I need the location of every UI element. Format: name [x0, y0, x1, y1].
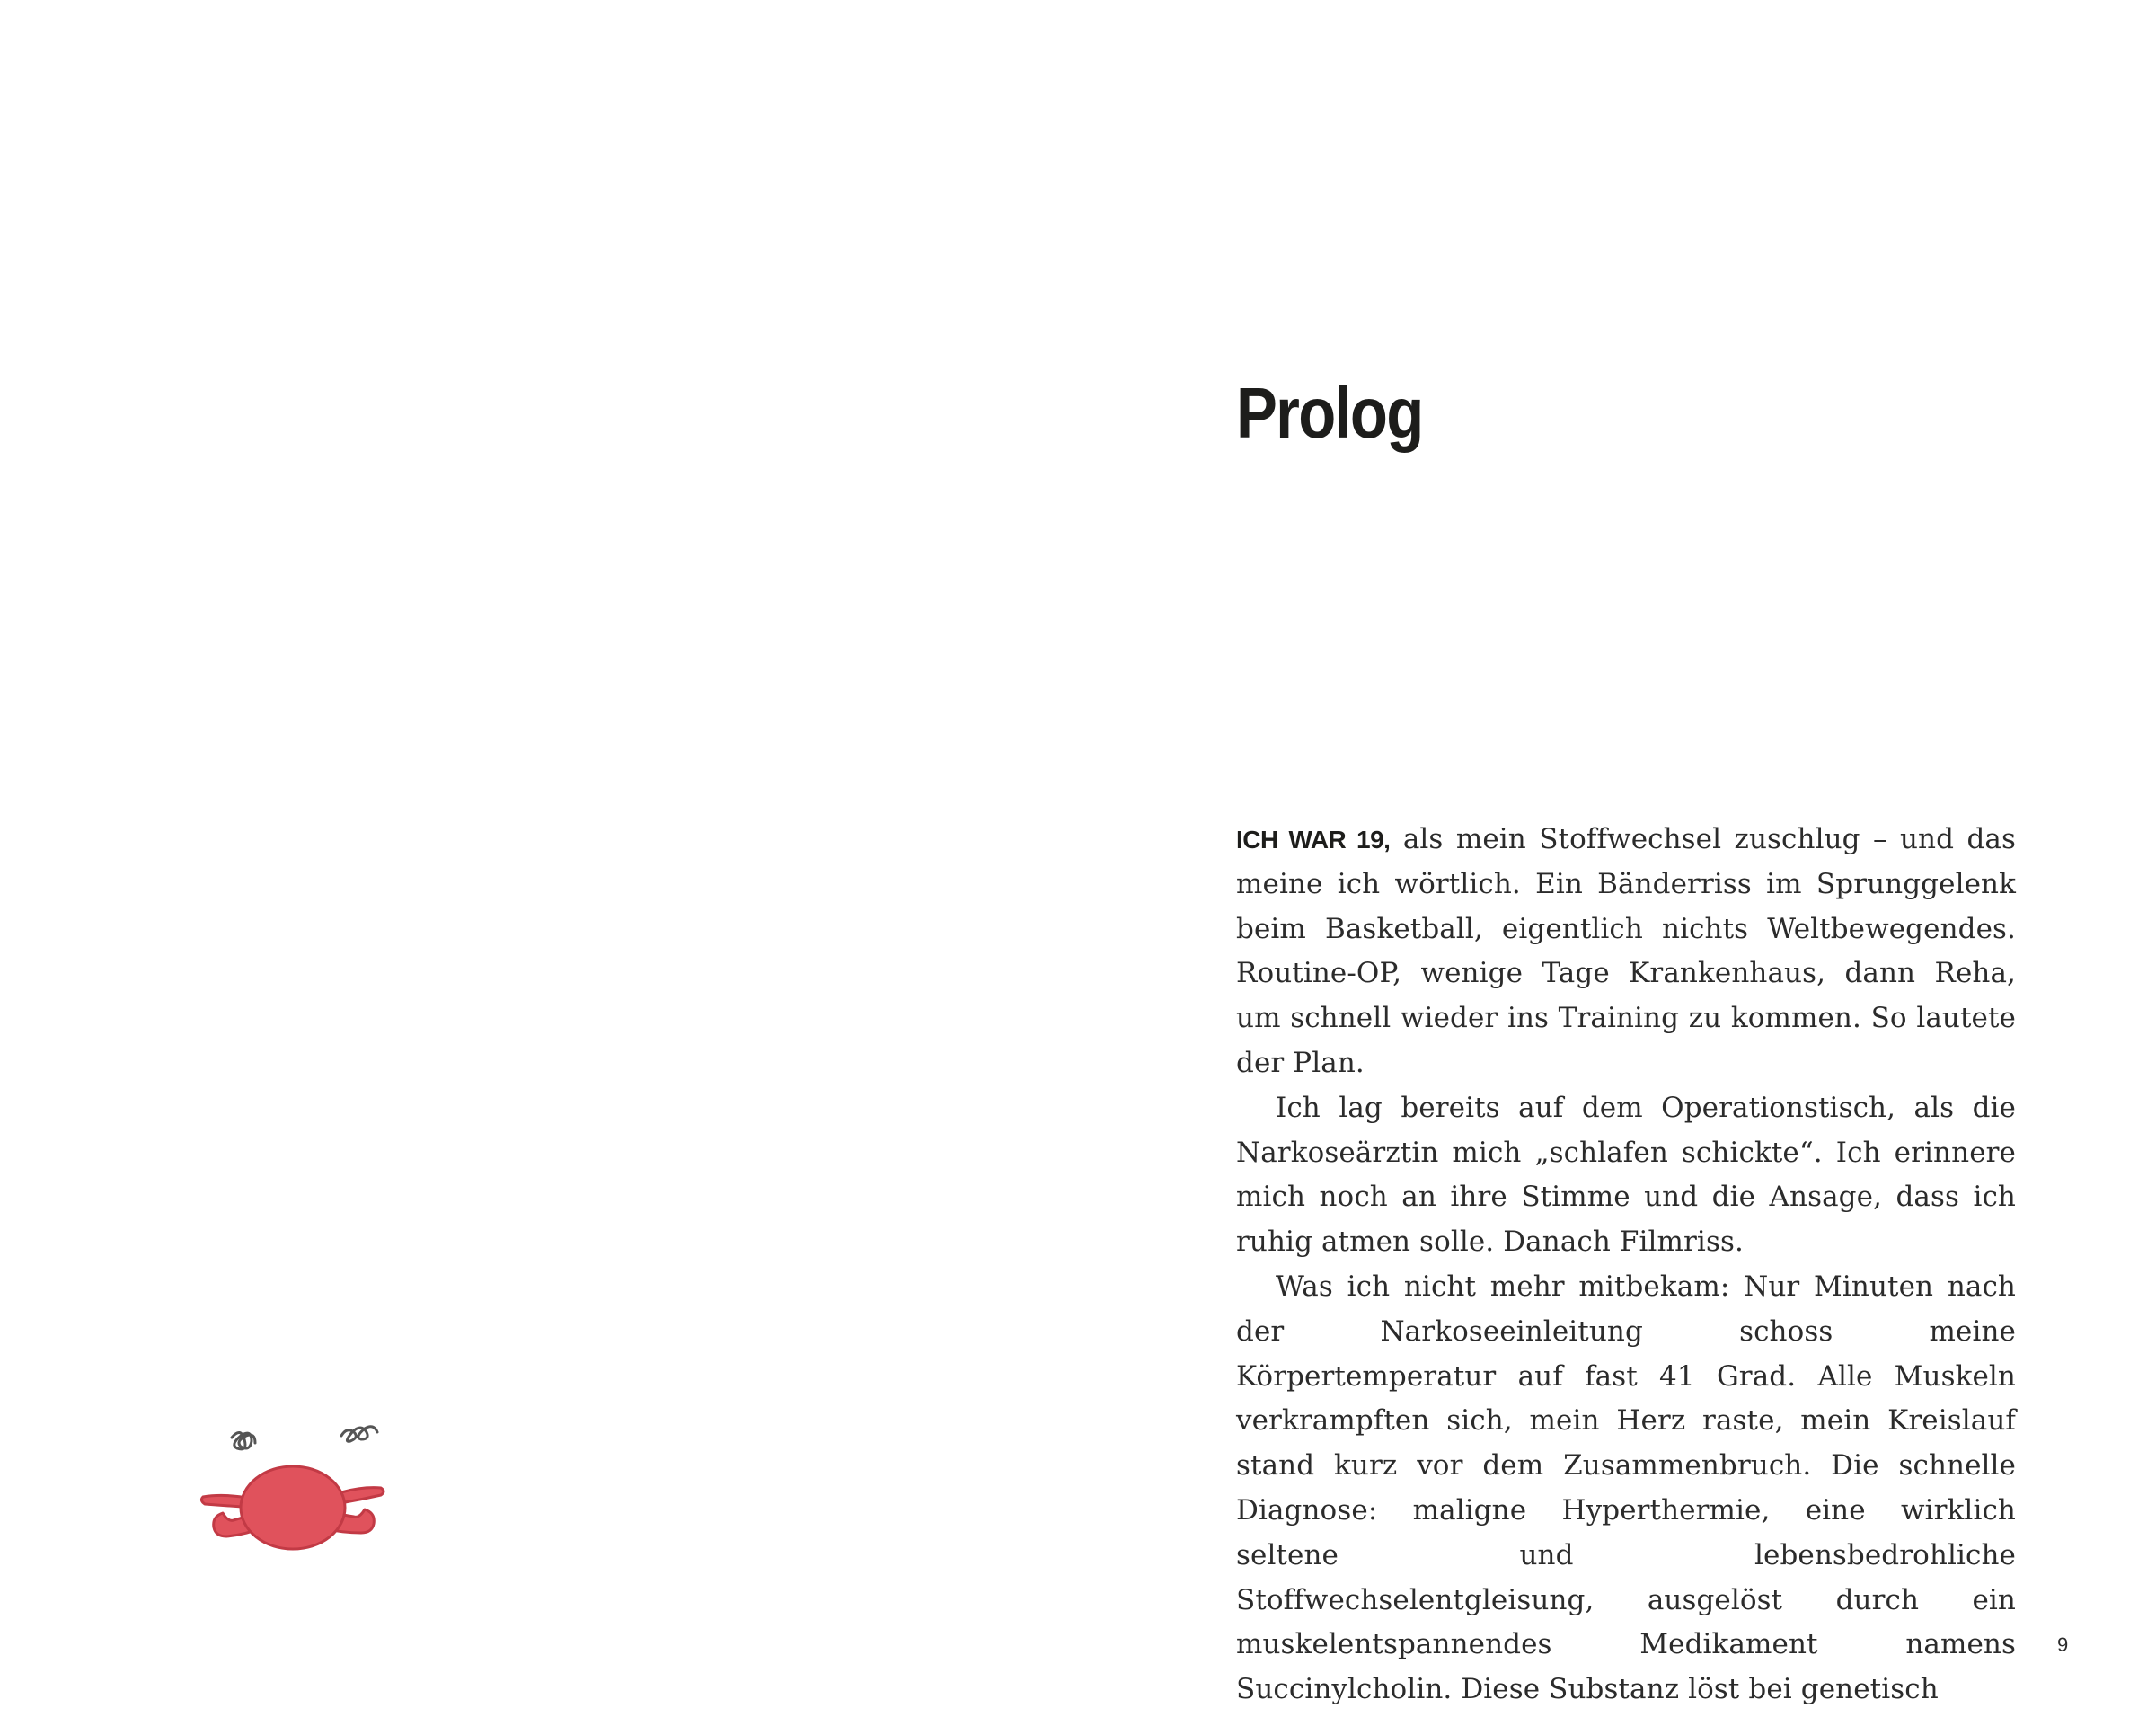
paragraph-3: Was ich nicht mehr mitbekam: Nur Minuten nach der Narkoseeinleitung schoss meine Körpertemperatur auf fast 41 Grad. Alle Muskeln verkrampften sich, mein Herz raste, mein Kreislauf stand kurz vor dem Zusammenbruch. Die schnelle Diagnose: maligne Hyperthermie, eine wirklich seltene und lebensbedrohliche Stoffwechselentgleisung, ausgelöst durch ein muskelentspannendes Medikament namens Succinylcholin. Diese Substanz löst bei genetisch [1236, 1270, 2016, 1706]
body-text [1236, 818, 2016, 1713]
dizzy-squiggle-left-icon [232, 1432, 255, 1448]
paragraph-1-text: als mein Stoffwechsel zuschlug – und das meine ich wörtlich. Ein Bänderriss im Sprunggelenk beim Basketball, eigentlich nichts Weltbewegendes. Routine-OP, wenige Tage Krankenhaus, dann Reha, um schnell wieder ins Training zu kommen. So lautete der Plan. [1236, 823, 2016, 1079]
page-number: 9 [2057, 1633, 2069, 1656]
lead-in: ICH WAR 19, [1236, 826, 1391, 854]
dizzy-squiggle-right-icon [341, 1427, 377, 1442]
paragraph-2: Ich lag bereits auf dem Operationstisch, als die Narkoseärztin mich „schlafen schickte“. Ich erinnere mich noch an ihre Stimme und die Ansage, dass ich ruhig atmen solle. Danach Filmriss. [1236, 1091, 2016, 1259]
paragraph-1 [1236, 818, 2016, 1086]
chapter-title: Prolog [1236, 373, 1423, 453]
fallen-figure-icon [189, 1402, 422, 1572]
